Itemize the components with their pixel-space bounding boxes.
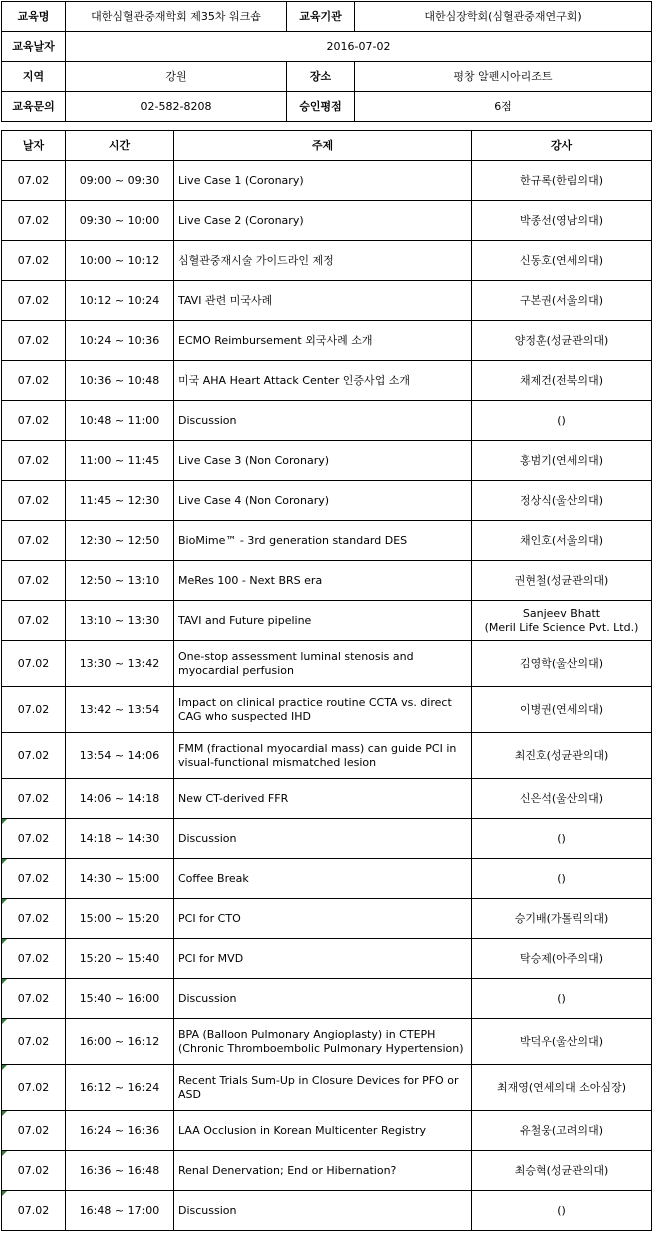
date-text: 07.02 — [17, 213, 50, 227]
table-row — [2, 1019, 652, 1065]
time-cell — [66, 561, 174, 601]
topic-text: PCI for MVD — [178, 951, 244, 965]
topic-text: ECMO Reimbursement 외국사례 소개 — [178, 333, 373, 347]
time-cell — [66, 1111, 174, 1151]
schedule-table — [1, 130, 652, 1231]
time-cell — [66, 321, 174, 361]
time-cell — [66, 641, 174, 687]
topic-cell — [174, 1111, 472, 1151]
date-cell — [2, 201, 66, 241]
topic-text: TAVI and Future pipeline — [178, 613, 312, 627]
time-text: 11:45 ~ 12:30 — [79, 493, 160, 507]
table-row — [2, 481, 652, 521]
date-cell — [2, 687, 66, 733]
time-cell — [66, 899, 174, 939]
cell-marker-icon — [2, 1019, 7, 1024]
topic-text: Discussion — [178, 991, 237, 1005]
time-cell — [66, 241, 174, 281]
topic-text: PCI for CTO — [178, 911, 241, 925]
credit-value: 6점 — [355, 92, 652, 122]
topic-cell — [174, 819, 472, 859]
time-text: 15:00 ~ 15:20 — [79, 911, 160, 925]
header-time: 시간 — [66, 131, 174, 161]
cell-marker-icon — [2, 819, 7, 824]
lecturer-text: () — [557, 991, 566, 1005]
date-text: 07.02 — [17, 493, 50, 507]
time-cell — [66, 1191, 174, 1231]
date-text: 07.02 — [17, 656, 50, 670]
lecturer-text: 최재영(연세의대 소아심장) — [497, 1080, 626, 1094]
edu-org-label: 교육기관 — [287, 2, 355, 32]
lecturer-cell — [472, 601, 652, 641]
time-cell — [66, 161, 174, 201]
lecturer-cell — [472, 241, 652, 281]
topic-cell — [174, 201, 472, 241]
date-cell — [2, 321, 66, 361]
time-text: 10:36 ~ 10:48 — [79, 373, 160, 387]
table-row — [2, 939, 652, 979]
time-text: 16:36 ~ 16:48 — [79, 1163, 160, 1177]
time-text: 09:30 ~ 10:00 — [79, 213, 160, 227]
topic-cell — [174, 899, 472, 939]
date-cell — [2, 281, 66, 321]
table-row — [2, 441, 652, 481]
edu-date-label: 교육날자 — [2, 32, 66, 62]
lecturer-text: 홍범기(연세의대) — [520, 453, 603, 467]
table-row — [2, 641, 652, 687]
lecturer-cell — [472, 1111, 652, 1151]
date-text: 07.02 — [17, 831, 50, 845]
lecturer-cell — [472, 161, 652, 201]
topic-text: BPA (Balloon Pulmonary Angioplasty) in CTEPH (Chronic Thromboembolic Pulmonary Hypertension) — [178, 1027, 464, 1055]
topic-cell — [174, 441, 472, 481]
table-row — [2, 321, 652, 361]
time-text: 10:48 ~ 11:00 — [79, 413, 160, 427]
time-cell — [66, 979, 174, 1019]
lecturer-text: 채인호(서울의대) — [520, 533, 603, 547]
lecturer-text: 정상식(울산의대) — [520, 493, 603, 507]
time-cell — [66, 779, 174, 819]
date-cell — [2, 1111, 66, 1151]
table-row — [2, 1151, 652, 1191]
time-cell — [66, 1019, 174, 1065]
lecturer-text: 박종선(영남의대) — [520, 213, 603, 227]
lecturer-cell — [472, 899, 652, 939]
contact-label: 교육문의 — [2, 92, 66, 122]
lecturer-text: 신동호(연세의대) — [520, 253, 603, 267]
lecturer-text: 채제건(전북의대) — [520, 373, 603, 387]
date-cell — [2, 641, 66, 687]
date-text: 07.02 — [17, 1034, 50, 1048]
cell-marker-icon — [2, 1065, 7, 1070]
edu-date-value: 2016-07-02 — [66, 32, 652, 62]
time-text: 13:54 ~ 14:06 — [79, 748, 160, 762]
time-text: 15:40 ~ 16:00 — [79, 991, 160, 1005]
info-row — [2, 32, 652, 62]
topic-text: Discussion — [178, 413, 237, 427]
place-value: 평창 알펜시아리조트 — [355, 62, 652, 92]
table-row — [2, 401, 652, 441]
date-cell — [2, 161, 66, 201]
date-cell — [2, 1151, 66, 1191]
table-row — [2, 161, 652, 201]
topic-cell — [174, 281, 472, 321]
date-cell — [2, 561, 66, 601]
time-cell — [66, 859, 174, 899]
lecturer-text: 구본권(서울의대) — [520, 293, 603, 307]
table-row — [2, 561, 652, 601]
lecturer-cell — [472, 1019, 652, 1065]
topic-cell — [174, 687, 472, 733]
date-cell — [2, 1019, 66, 1065]
lecturer-text: () — [557, 413, 566, 427]
topic-cell — [174, 1065, 472, 1111]
time-text: 10:24 ~ 10:36 — [79, 333, 160, 347]
cell-marker-icon — [2, 1111, 7, 1116]
cell-marker-icon — [2, 979, 7, 984]
lecturer-cell — [472, 561, 652, 601]
date-text: 07.02 — [17, 951, 50, 965]
lecturer-cell — [472, 401, 652, 441]
info-row — [2, 62, 652, 92]
date-text: 07.02 — [17, 911, 50, 925]
time-cell — [66, 1065, 174, 1111]
cell-marker-icon — [2, 1151, 7, 1156]
topic-text: Discussion — [178, 831, 237, 845]
region-label: 지역 — [2, 62, 66, 92]
table-row — [2, 361, 652, 401]
credit-label: 승인평점 — [287, 92, 355, 122]
time-text: 16:00 ~ 16:12 — [79, 1034, 160, 1048]
topic-text: Live Case 4 (Non Coronary) — [178, 493, 330, 507]
topic-text: 심혈관중재시술 가이드라인 제정 — [178, 253, 334, 267]
topic-text: TAVI 관련 미국사례 — [178, 293, 273, 307]
table-row — [2, 601, 652, 641]
date-text: 07.02 — [17, 573, 50, 587]
date-text: 07.02 — [17, 293, 50, 307]
lecturer-cell — [472, 779, 652, 819]
date-cell — [2, 1065, 66, 1111]
lecturer-text: 한규록(한림의대) — [520, 173, 603, 187]
table-row — [2, 281, 652, 321]
time-cell — [66, 361, 174, 401]
date-text: 07.02 — [17, 373, 50, 387]
lecturer-text: () — [557, 831, 566, 845]
date-cell — [2, 979, 66, 1019]
topic-text: One-stop assessment luminal stenosis and myocardial perfusion — [178, 649, 414, 677]
topic-cell — [174, 733, 472, 779]
date-cell — [2, 819, 66, 859]
edu-name-value: 대한심혈관중재학회 제35차 워크숍 — [66, 2, 287, 32]
topic-cell — [174, 1151, 472, 1191]
date-text: 07.02 — [17, 748, 50, 762]
time-cell — [66, 401, 174, 441]
date-cell — [2, 779, 66, 819]
date-text: 07.02 — [17, 1163, 50, 1177]
topic-cell — [174, 859, 472, 899]
lecturer-cell — [472, 441, 652, 481]
topic-cell — [174, 979, 472, 1019]
table-row — [2, 1111, 652, 1151]
time-cell — [66, 201, 174, 241]
time-text: 14:06 ~ 14:18 — [79, 791, 160, 805]
lecturer-cell — [472, 1151, 652, 1191]
time-text: 16:12 ~ 16:24 — [79, 1080, 160, 1094]
topic-cell — [174, 641, 472, 687]
topic-cell — [174, 779, 472, 819]
header-topic: 주제 — [174, 131, 472, 161]
info-row — [2, 92, 652, 122]
date-cell — [2, 601, 66, 641]
topic-text: Recent Trials Sum-Up in Closure Devices for PFO or ASD — [178, 1073, 459, 1101]
date-cell — [2, 441, 66, 481]
table-row — [2, 241, 652, 281]
topic-text: BioMime™ - 3rd generation standard DES — [178, 533, 408, 547]
contact-value: 02-582-8208 — [66, 92, 287, 122]
table-row — [2, 733, 652, 779]
date-text: 07.02 — [17, 453, 50, 467]
date-cell — [2, 481, 66, 521]
date-text: 07.02 — [17, 1080, 50, 1094]
edu-name-label: 교육명 — [2, 2, 66, 32]
lecturer-text: 최진호(성균관의대) — [514, 748, 609, 762]
lecturer-text: 이병권(연세의대) — [520, 702, 603, 716]
table-row — [2, 859, 652, 899]
lecturer-cell — [472, 979, 652, 1019]
topic-text: Live Case 3 (Non Coronary) — [178, 453, 330, 467]
time-text: 14:30 ~ 15:00 — [79, 871, 160, 885]
table-row — [2, 899, 652, 939]
region-value: 강원 — [66, 62, 287, 92]
lecturer-text: 권현철(성균관의대) — [514, 573, 609, 587]
time-text: 14:18 ~ 14:30 — [79, 831, 160, 845]
time-text: 09:00 ~ 09:30 — [79, 173, 160, 187]
lecturer-text: 김영학(울산의대) — [520, 656, 603, 670]
date-text: 07.02 — [17, 613, 50, 627]
time-text: 13:42 ~ 13:54 — [79, 702, 160, 716]
date-cell — [2, 521, 66, 561]
topic-text: Live Case 1 (Coronary) — [178, 173, 304, 187]
topic-cell — [174, 1019, 472, 1065]
table-row — [2, 521, 652, 561]
lecturer-cell — [472, 819, 652, 859]
cell-marker-icon — [2, 1191, 7, 1196]
table-row — [2, 687, 652, 733]
date-text: 07.02 — [17, 791, 50, 805]
schedule-header-row — [2, 131, 652, 161]
date-cell — [2, 899, 66, 939]
table-row — [2, 201, 652, 241]
topic-cell — [174, 521, 472, 561]
lecturer-cell — [472, 521, 652, 561]
lecturer-cell — [472, 939, 652, 979]
edu-org-value: 대한심장학회(심혈관중재연구회) — [355, 2, 652, 32]
lecturer-cell — [472, 859, 652, 899]
time-text: 12:30 ~ 12:50 — [79, 533, 160, 547]
lecturer-text: 탁승제(아주의대) — [520, 951, 603, 965]
time-text: 10:00 ~ 10:12 — [79, 253, 160, 267]
lecturer-text: 승기배(가톨릭의대) — [514, 911, 609, 925]
lecturer-cell — [472, 201, 652, 241]
place-label: 장소 — [287, 62, 355, 92]
topic-cell — [174, 241, 472, 281]
date-cell — [2, 1191, 66, 1231]
time-cell — [66, 1151, 174, 1191]
topic-cell — [174, 161, 472, 201]
date-cell — [2, 241, 66, 281]
date-text: 07.02 — [17, 413, 50, 427]
cell-marker-icon — [2, 939, 7, 944]
topic-text: FMM (fractional myocardial mass) can guide PCI in visual-functional mismatched lesion — [178, 741, 457, 769]
topic-text: MeRes 100 - Next BRS era — [178, 573, 323, 587]
lecturer-text: 신은석(울산의대) — [520, 791, 603, 805]
topic-cell — [174, 1191, 472, 1231]
date-text: 07.02 — [17, 871, 50, 885]
topic-text: Live Case 2 (Coronary) — [178, 213, 304, 227]
lecturer-cell — [472, 1191, 652, 1231]
topic-text: Impact on clinical practice routine CCTA vs. direct CAG who suspected IHD — [178, 695, 452, 723]
topic-text: Renal Denervation; End or Hibernation? — [178, 1163, 397, 1177]
date-text: 07.02 — [17, 702, 50, 716]
cell-marker-icon — [2, 899, 7, 904]
lecturer-cell — [472, 481, 652, 521]
topic-cell — [174, 939, 472, 979]
header-date: 날자 — [2, 131, 66, 161]
table-row — [2, 819, 652, 859]
date-text: 07.02 — [17, 173, 50, 187]
topic-text: Coffee Break — [178, 871, 249, 885]
lecturer-cell — [472, 281, 652, 321]
lecturer-cell — [472, 1065, 652, 1111]
table-row — [2, 1065, 652, 1111]
topic-cell — [174, 401, 472, 441]
lecturer-cell — [472, 687, 652, 733]
lecturer-text: () — [557, 1203, 566, 1217]
time-text: 11:00 ~ 11:45 — [79, 453, 160, 467]
date-cell — [2, 859, 66, 899]
time-text: 15:20 ~ 15:40 — [79, 951, 160, 965]
topic-cell — [174, 561, 472, 601]
lecturer-text: Sanjeev Bhatt (Meril Life Science Pvt. Ltd.) — [484, 606, 639, 634]
lecturer-text: () — [557, 871, 566, 885]
time-cell — [66, 819, 174, 859]
time-cell — [66, 521, 174, 561]
date-text: 07.02 — [17, 333, 50, 347]
date-cell — [2, 401, 66, 441]
time-text: 13:10 ~ 13:30 — [79, 613, 160, 627]
lecturer-cell — [472, 641, 652, 687]
table-row — [2, 979, 652, 1019]
table-row — [2, 1191, 652, 1231]
date-cell — [2, 733, 66, 779]
time-cell — [66, 939, 174, 979]
date-text: 07.02 — [17, 253, 50, 267]
time-text: 10:12 ~ 10:24 — [79, 293, 160, 307]
date-text: 07.02 — [17, 991, 50, 1005]
lecturer-text: 박덕우(울산의대) — [520, 1034, 603, 1048]
lecturer-cell — [472, 733, 652, 779]
topic-cell — [174, 481, 472, 521]
time-text: 13:30 ~ 13:42 — [79, 656, 160, 670]
info-row — [2, 2, 652, 32]
time-text: 16:24 ~ 16:36 — [79, 1123, 160, 1137]
education-info-table — [1, 1, 652, 122]
date-text: 07.02 — [17, 533, 50, 547]
lecturer-text: 유철웅(고려의대) — [520, 1123, 603, 1137]
time-text: 16:48 ~ 17:00 — [79, 1203, 160, 1217]
lecturer-cell — [472, 321, 652, 361]
topic-text: 미국 AHA Heart Attack Center 인증사업 소개 — [178, 373, 411, 387]
topic-cell — [174, 321, 472, 361]
topic-cell — [174, 361, 472, 401]
time-text: 12:50 ~ 13:10 — [79, 573, 160, 587]
topic-text: LAA Occlusion in Korean Multicenter Registry — [178, 1123, 426, 1137]
time-cell — [66, 481, 174, 521]
date-cell — [2, 361, 66, 401]
topic-text: New CT-derived FFR — [178, 791, 289, 805]
time-cell — [66, 441, 174, 481]
schedule-body — [2, 161, 652, 1231]
header-lecturer: 강사 — [472, 131, 652, 161]
lecturer-cell — [472, 361, 652, 401]
table-row — [2, 779, 652, 819]
lecturer-text: 최승혁(성균관의대) — [514, 1163, 609, 1177]
date-text: 07.02 — [17, 1123, 50, 1137]
cell-marker-icon — [2, 859, 7, 864]
topic-text: Discussion — [178, 1203, 237, 1217]
topic-cell — [174, 601, 472, 641]
time-cell — [66, 733, 174, 779]
date-text: 07.02 — [17, 1203, 50, 1217]
lecturer-text: 양정훈(성균관의대) — [514, 333, 609, 347]
date-cell — [2, 939, 66, 979]
time-cell — [66, 281, 174, 321]
time-cell — [66, 601, 174, 641]
time-cell — [66, 687, 174, 733]
